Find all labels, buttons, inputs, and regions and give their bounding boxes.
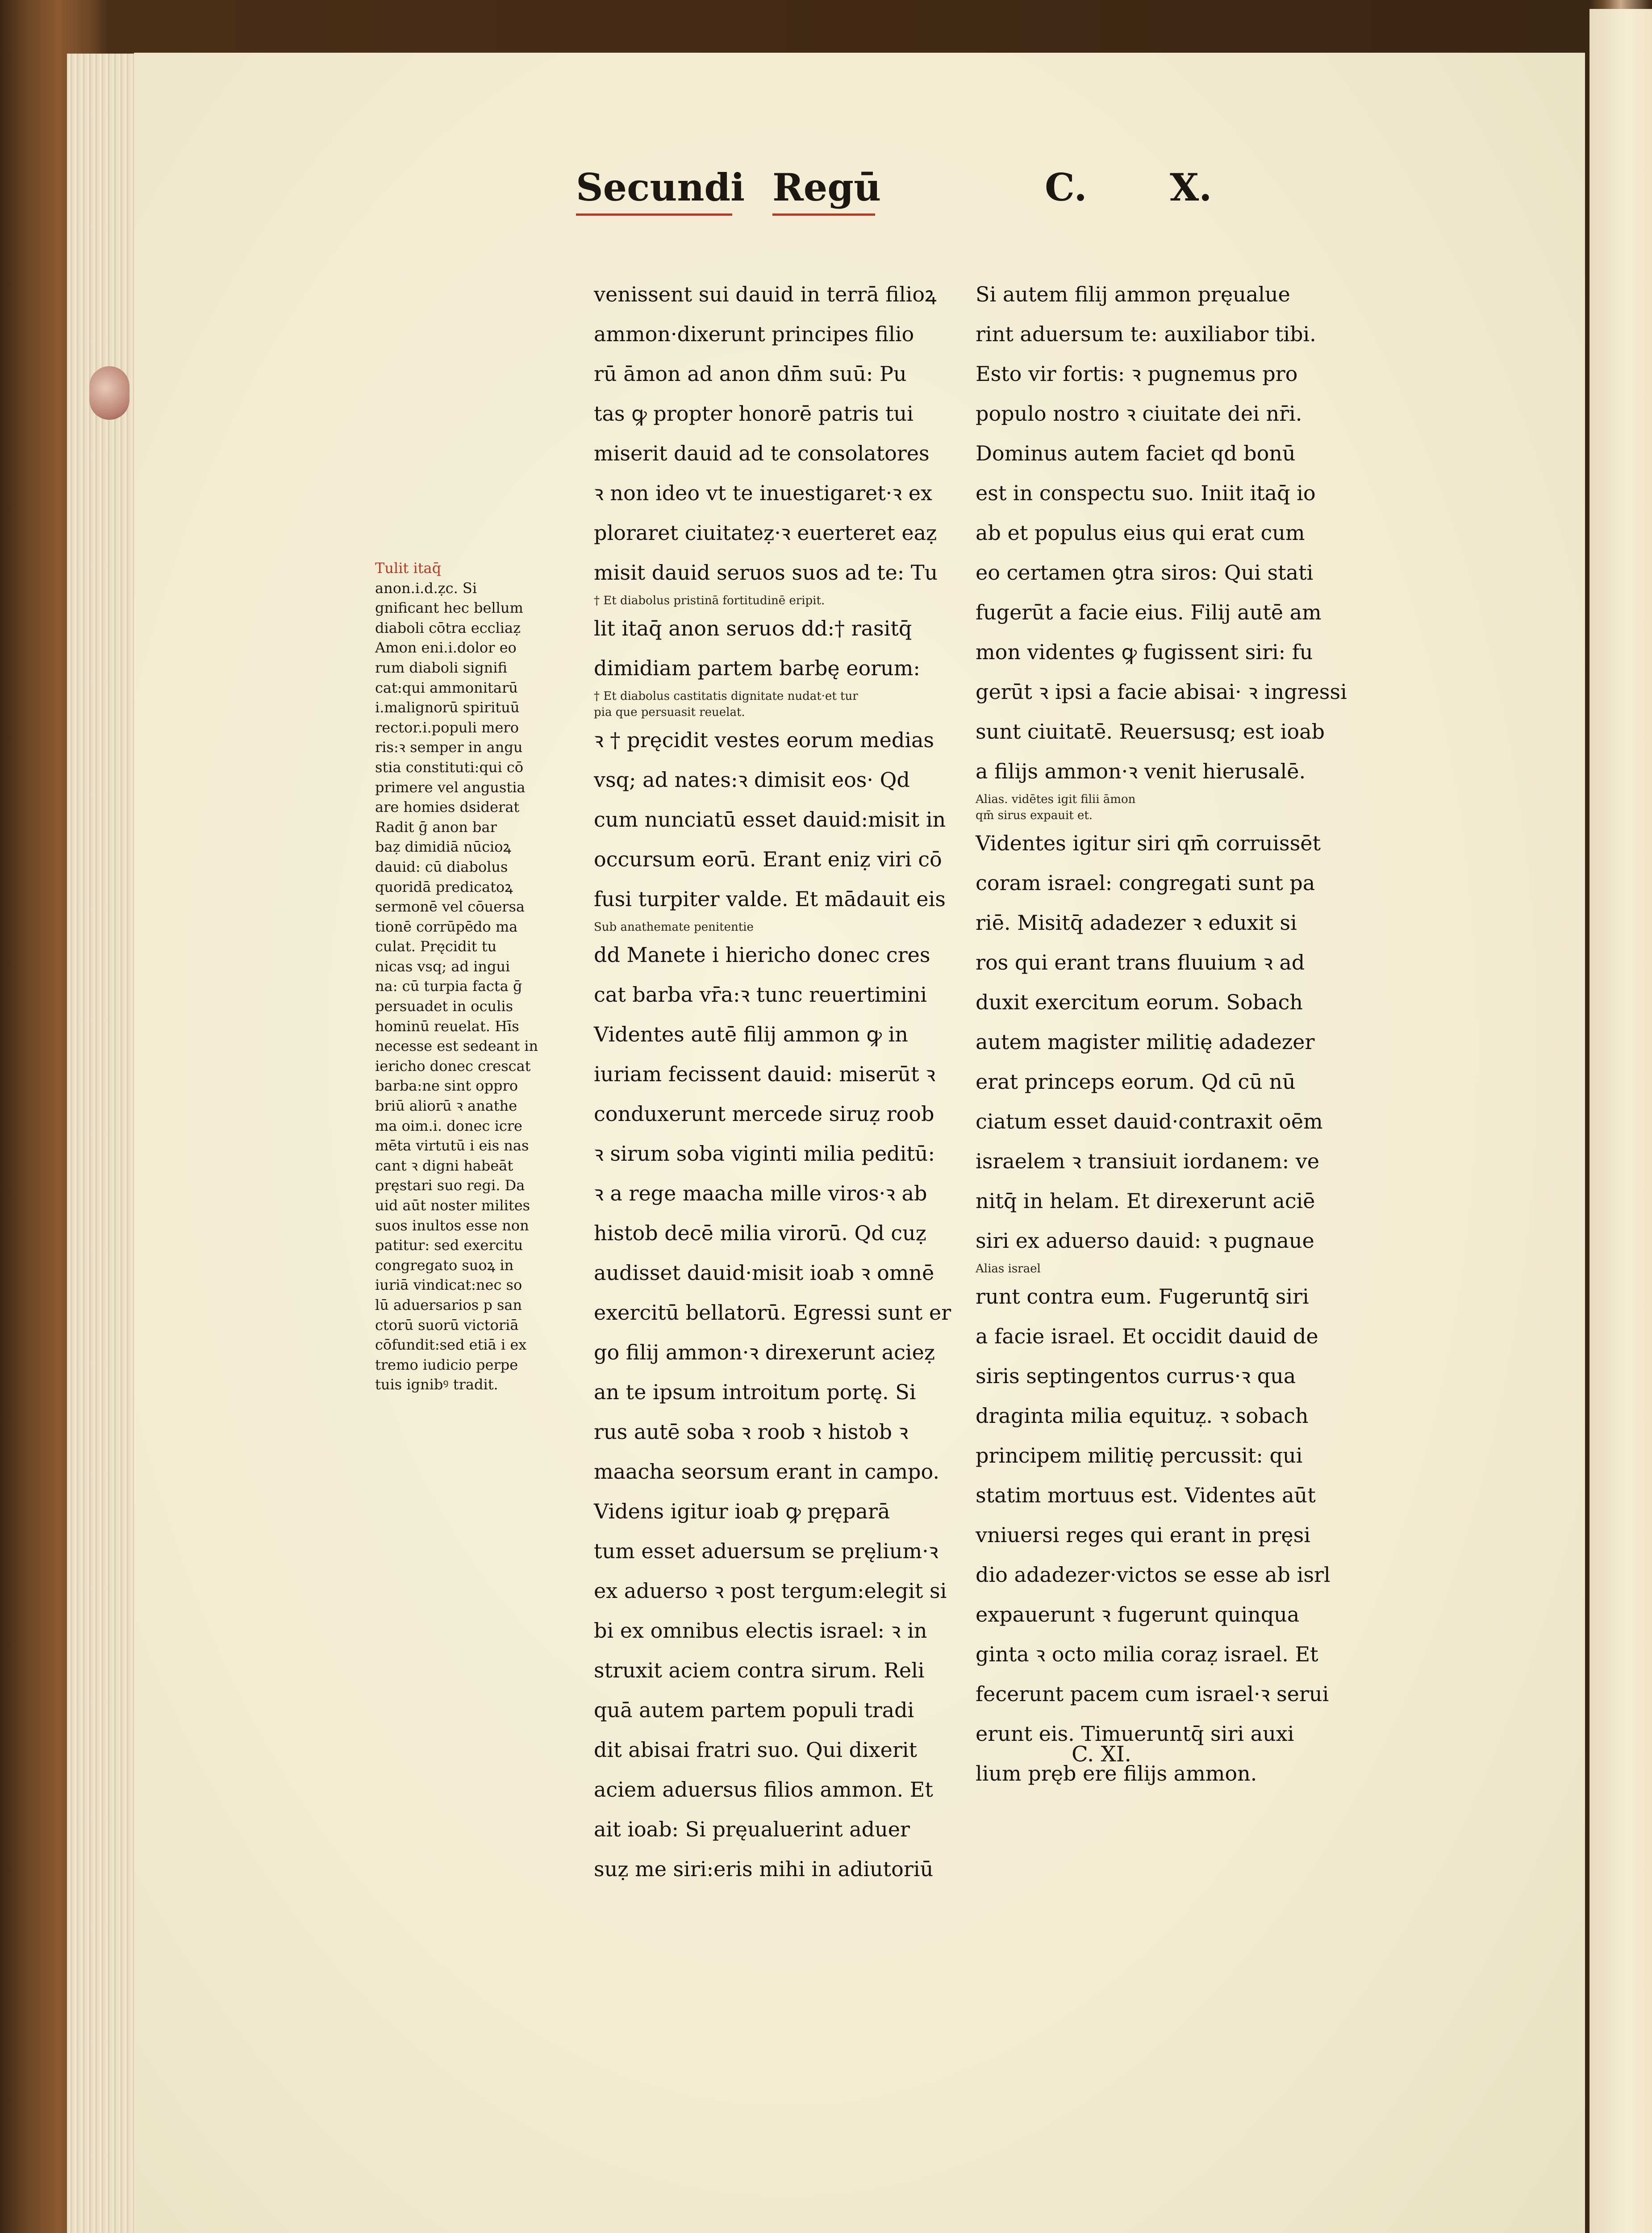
text-line: fusi turpiter valde. Et mādauit eis [594,887,946,911]
gloss-line: cōfundit:sed etiā i ex [375,1336,527,1354]
text-line: dimidiam partem barbę eorum: [594,656,920,680]
text-line: runt contra eum. Fugeruntq̄ siri [976,1284,1309,1309]
text-line: ꝛ a rege maacha mille viros·ꝛ ab [594,1181,927,1205]
gloss-line: tremo iudicio perpe [375,1356,518,1373]
text-line: audisset dauid·misit ioab ꝛ omnē [594,1261,934,1285]
text-line: coram israel: congregati sunt pa [976,871,1315,895]
text-column-right [976,275,1347,1794]
text-line: Dominus autem faciet qd bonū [976,441,1296,465]
gloss-line: rum diaboli signifi [375,659,507,676]
text-line: fugerūt a facie eius. Filij autē am [976,600,1322,624]
interlinear-annotation: Sub anathemate penitentie [594,920,754,934]
gloss-line: are homies dsiderat [375,799,520,816]
text-line: est in conspectu suo. Iniit itaq̄ io [976,481,1316,505]
wax-seal [89,366,129,420]
text-line: draginta milia equituẓ. ꝛ sobach [976,1404,1309,1428]
text-line: Videntes autē filij ammon ꝙ in [594,1022,908,1046]
text-line: iuriam fecissent dauid: miserūt ꝛ [594,1062,936,1086]
gloss-line: persuadet in oculis [375,998,513,1015]
text-line: lium pręb ere filijs ammon. [976,1761,1257,1786]
text-line: ammon·dixerunt principes filio [594,322,914,346]
gloss-line: mēta virtutū i eis nas [375,1137,529,1154]
gloss-line: pręstari suo regi. Da [375,1177,525,1194]
text-line: bi ex omnibus electis israel: ꝛ in [594,1618,927,1643]
gloss-line: cant ꝛ digni habeāt [375,1157,513,1174]
text-line: eo certamen ꝯtra siros: Qui stati [976,560,1314,585]
gloss-line: anon.i.d.ẓc. Si [375,579,477,597]
text-line: populo nostro ꝛ ciuitate dei nr̄i. [976,401,1302,426]
running-head [576,165,1255,228]
running-head-number: X. [1170,165,1212,209]
text-line: a facie israel. Et occidit dauid de [976,1324,1318,1348]
gloss-line: ma oim.i. donec icre [375,1117,522,1134]
text-line: an te ipsum introitum portę. Si [594,1380,916,1404]
text-line: cum nunciatū esset dauid:misit in [594,807,946,832]
text-line: ginta ꝛ octo milia coraẓ israel. Et [976,1642,1318,1666]
gloss-line: na: cū turpia facta ḡ [375,978,522,995]
interlinear-annotation: † Et diabolus pristinā fortitudinē eripit. [594,594,825,607]
text-line: siri ex aduerso dauid: ꝛ pugnaue [976,1229,1314,1253]
text-line: ab et populus eius qui erat cum [976,521,1305,545]
gloss-line: ris:ꝛ semper in angu [375,739,523,756]
interlinear-annotation: qm̄ sirus expauit et. [976,809,1093,822]
text-line: struxit aciem contra sirum. Reli [594,1658,925,1682]
text-line: cat barba vr̄a:ꝛ tunc reuertimini [594,983,927,1007]
text-line: Si autem filij ammon pręualue [976,282,1290,306]
gloss-line: sermonē vel cōuersa [375,898,525,916]
text-line: riē. Misitq̄ adadezer ꝛ eduxit si [976,911,1297,935]
gloss-line: tionē corrūpēdo ma [375,918,518,935]
text-line: a filijs ammon·ꝛ venit hierusalē. [976,759,1306,783]
text-line: duxit exercitum eorum. Sobach [976,990,1303,1014]
chapter-mark: C. XI. [1072,1742,1131,1767]
gloss-line: Tulit itaq̄ [375,560,442,577]
text-line: maacha seorsum erant in campo. [594,1459,939,1484]
gloss-line: rector.i.populi mero [375,719,519,736]
text-line: venissent sui dauid in terrā filioꝝ [594,282,937,306]
interlinear-annotation: † Et diabolus castitatis dignitate nudat·et tur [594,690,858,703]
text-line: conduxerunt mercede siruẓ roob [594,1102,934,1126]
gloss-line: Amon eni.i.dolor eo [375,639,517,657]
gloss-line: tuis ignibꝰ tradit. [375,1376,498,1393]
text-line: mon videntes ꝙ fugissent siri: fu [976,640,1313,664]
running-head-regum: Regū [772,165,881,209]
gloss-line: patitur: sed exercitu [375,1237,523,1254]
text-line: rus autē soba ꝛ roob ꝛ histob ꝛ [594,1420,909,1444]
text-line: ciatum esset dauid·contraxit oēm [976,1109,1323,1133]
text-line: statim mortuus est. Videntes aūt [976,1483,1316,1507]
text-line: sunt ciuitatē. Reuersusq; est ioab [976,719,1325,744]
text-line: ait ioab: Si pręualuerint aduer [594,1817,910,1841]
gloss-line: ctorū suorū victoriā [375,1316,519,1334]
gloss-line: barba:ne sint oppro [375,1077,518,1095]
gloss-line: dauid: cū diabolus [375,858,508,875]
marginal-gloss [375,558,538,1395]
gloss-line: culat. Pręcidit tu [375,938,497,955]
gloss-line: baẓ dimidiā nūcioꝝ [375,838,511,856]
text-line: expauerunt ꝛ fugerunt quinqua [976,1602,1300,1627]
text-line: miserit dauid ad te consolatores [594,441,930,465]
gloss-line: suos inultos esse non [375,1217,529,1234]
text-line: vsq; ad nates:ꝛ dimisit eos· Qd [594,768,910,792]
text-line: histob decē milia virorū. Qd cuẓ [594,1221,926,1245]
right-page-edge [1589,9,1652,2233]
text-line: tas ꝙ propter honorē patris tui [594,401,914,426]
text-line: ros qui erant trans fluuium ꝛ ad [976,950,1305,974]
text-line: dd Manete i hiericho donec cres [594,943,930,967]
text-line: dio adadezer·victos se esse ab isrl [976,1563,1331,1587]
text-line: fecerunt pacem cum israel·ꝛ serui [976,1682,1329,1706]
interlinear-annotation: Alias israel [976,1262,1041,1275]
text-line: rint aduersum te: auxiliabor tibi. [976,322,1316,346]
gloss-line: quoridā predicatoꝝ [375,878,513,895]
gloss-line: diaboli cōtra eccliaẓ [375,619,521,636]
rubric-underline [576,213,732,216]
text-line: ex aduerso ꝛ post tergum:elegit si [594,1579,947,1603]
interlinear-annotation: pia que persuasit reuelat. [594,706,745,719]
text-line: occursum eorū. Erant eniẓ viri cō [594,847,942,871]
text-line: siris septingentos currus·ꝛ qua [976,1364,1296,1388]
text-line: vniuersi reges qui erant in pręsi [976,1523,1310,1547]
text-line: Esto vir fortis: ꝛ pugnemus pro [976,362,1298,386]
text-line: principem militię percussit: qui [976,1443,1303,1468]
text-line: nitq̄ in helam. Et direxerunt aciē [976,1189,1315,1213]
text-line: erunt eis. Timueruntq̄ siri auxi [976,1722,1294,1746]
text-line: rū āmon ad anon dn̄m suū: Pu [594,362,907,386]
text-line: go filij ammon·ꝛ direxerunt acieẓ [594,1340,935,1364]
text-line: aciem aduersus filios ammon. Et [594,1777,933,1802]
text-line: ploraret ciuitateẓ·ꝛ euerteret eaẓ [594,521,937,545]
gloss-line: iuriā vindicat:nec so [375,1276,522,1294]
gloss-line: primere vel angustia [375,778,526,796]
gloss-line: gnificant hec bellum [375,599,523,617]
text-line: autem magister militię adadezer [976,1030,1315,1054]
text-line: Videntes igitur siri qm̄ corruissēt [976,831,1321,855]
gloss-line: iericho donec crescat [375,1057,531,1075]
text-line: ꝛ non ideo vt te inuestigaret·ꝛ ex [594,481,932,505]
interlinear-annotation: Alias. vidētes igit filii āmon [976,793,1136,806]
gloss-line: nicas vsq; ad ingui [375,958,510,975]
text-line: exercitū bellatorū. Egressi sunt er [594,1300,951,1325]
text-line: gerūt ꝛ ipsi a facie abisai· ꝛ ingressi [976,680,1347,704]
text-line: suẓ me siri:eris mihi in adiutoriū [594,1857,934,1881]
gloss-line: lū aduersarios p san [375,1296,522,1313]
text-line: misit dauid seruos suos ad te: Tu [594,560,938,585]
text-line: quā autem partem populi tradi [594,1698,914,1722]
gloss-line: stia constituti:qui cō [375,758,524,776]
gloss-line: necesse est sedeant in [375,1037,538,1055]
text-line: ꝛ sirum soba viginti milia peditū: [594,1142,935,1166]
text-line: ꝛ † pręcidit vestes eorum medias [594,728,934,752]
running-head-chapter: C. [1045,165,1087,209]
right-page-text-fragment [1594,232,1652,1885]
gloss-line: Radit ḡ anon bar [375,818,497,836]
text-line: tum esset aduersum se pręlium·ꝛ [594,1539,939,1563]
gloss-line: briū aliorū ꝛ anathe [375,1097,517,1115]
text-line: lit itaq̄ anon seruos dd:† rasitq̄ [594,616,912,640]
rubric-underline [772,213,875,216]
text-line: israelem ꝛ transiuit iordanem: ve [976,1149,1319,1173]
text-line: erat princeps eorum. Qd cū nū [976,1070,1296,1094]
running-head-book: Secundi [576,165,745,209]
gloss-line: hominū reuelat. Hīs [375,1017,519,1035]
gloss-line: i.malignorū spirituū [375,699,520,716]
gloss-line: uid aūt noster milites [375,1197,530,1214]
text-column-left [594,275,951,1889]
text-line: dit abisai fratri suo. Qui dixerit [594,1738,918,1762]
gloss-line: congregato suoꝝ in [375,1256,514,1274]
text-line: Videns igitur ioab ꝙ pręparā [594,1499,890,1523]
gloss-line: cat:qui ammonitarū [375,679,518,696]
